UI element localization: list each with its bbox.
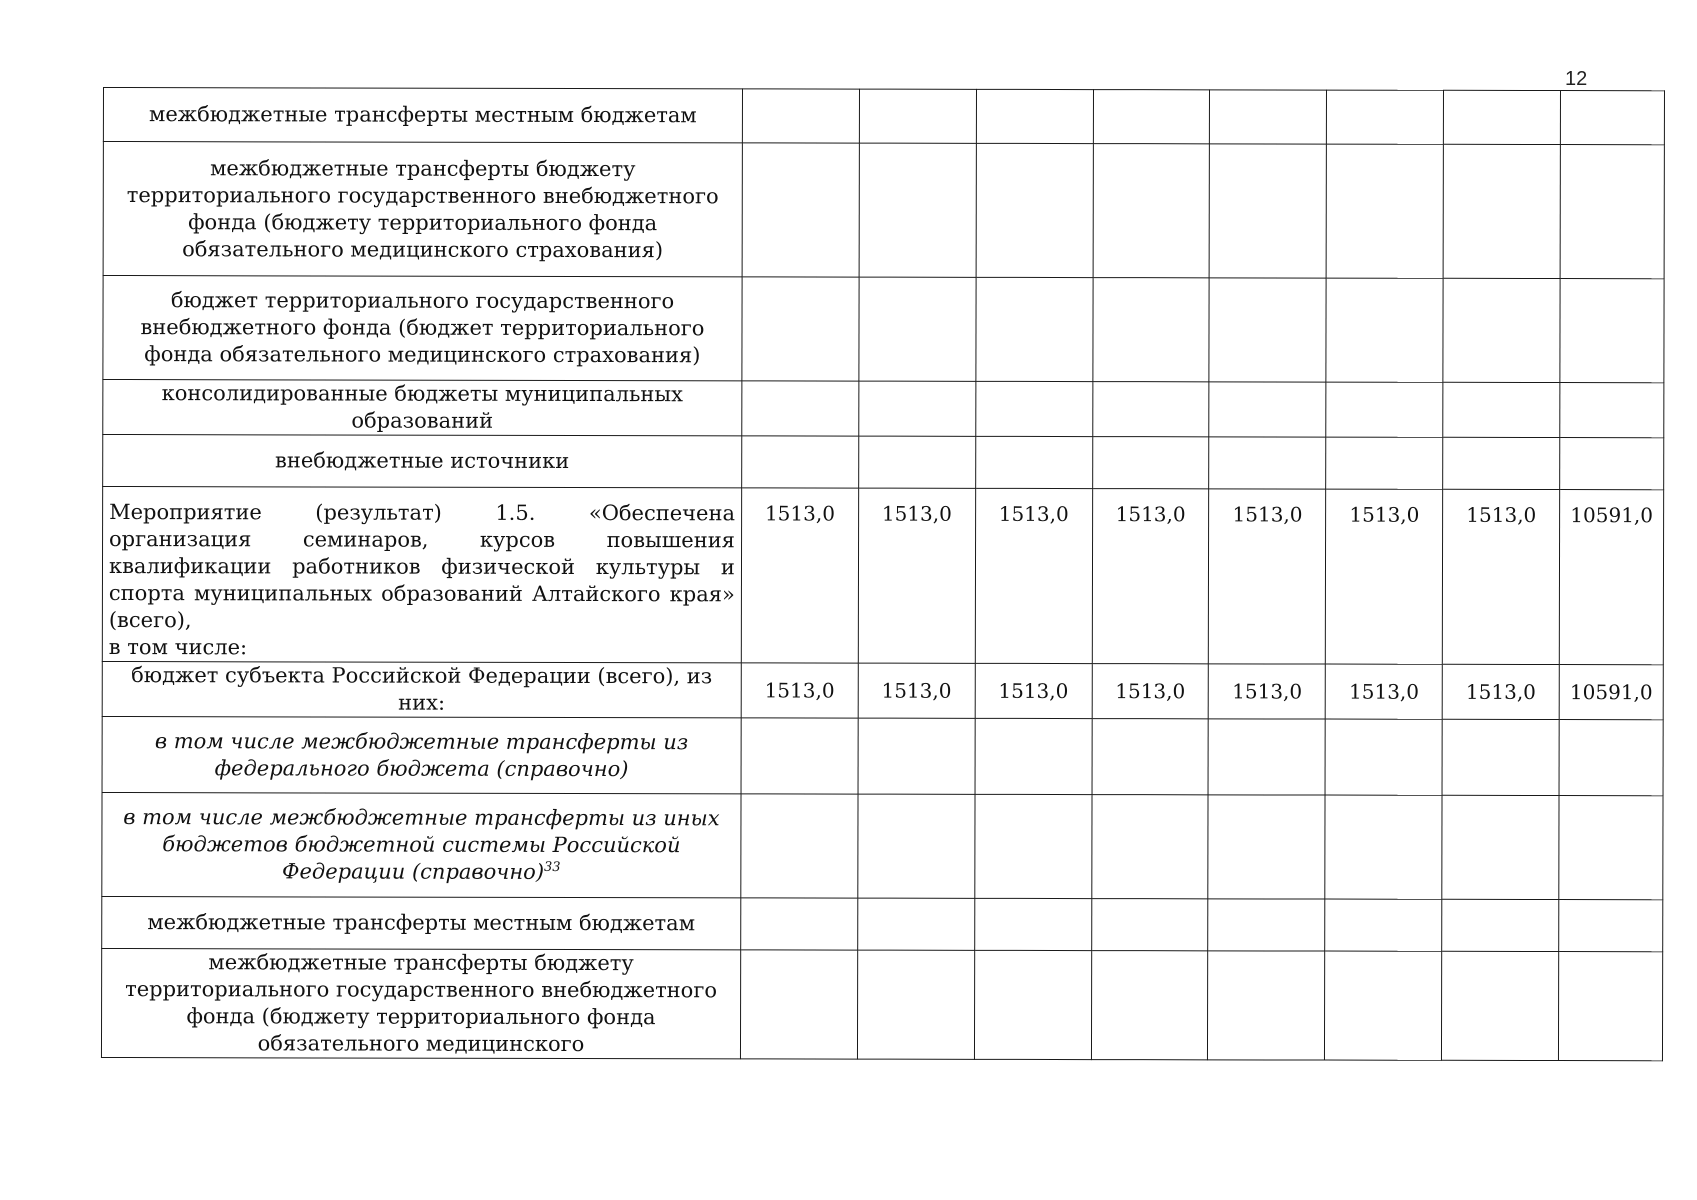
value-cell <box>741 898 858 950</box>
value-cell <box>741 794 858 898</box>
value-cell <box>858 436 975 488</box>
row-label <box>102 661 741 717</box>
value-cell <box>1442 719 1559 795</box>
table-row <box>102 661 1663 719</box>
value-cell <box>974 898 1091 950</box>
value-cell <box>1092 278 1209 382</box>
value-cell <box>1208 719 1325 795</box>
row-label <box>102 487 741 663</box>
value-cell <box>1442 795 1559 899</box>
value-cell: 1513,0 <box>1326 664 1443 719</box>
value-cell <box>976 277 1093 381</box>
value-cell <box>1325 795 1442 899</box>
value-cell <box>1091 795 1208 899</box>
row-label-text: бюджет территориального государственного внебюджетного фонда (бюджет территориального фонда обязательного медицинского страхования) <box>140 288 705 368</box>
table-row <box>103 435 1664 490</box>
total-cell <box>1559 796 1663 900</box>
total-cell <box>1559 952 1663 1061</box>
value-cell: 1513,0 <box>858 488 975 663</box>
value-cell <box>1209 278 1326 382</box>
value-cell <box>976 143 1093 277</box>
row-label <box>103 435 742 488</box>
value-cell <box>1092 382 1209 437</box>
value-cell <box>975 718 1092 794</box>
value-cell: 1513,0 <box>1442 664 1559 719</box>
value-cell: 1513,0 <box>741 663 858 718</box>
value-cell <box>1091 899 1208 951</box>
value-cell: 1513,0 <box>1092 664 1209 719</box>
value-cell <box>742 277 859 381</box>
row-label-text: внебюджетные источники <box>274 448 570 473</box>
value-cell <box>1208 951 1325 1060</box>
row-label-text: межбюджетные трансферты бюджету территориального государственного внебюджетного фонда (бюджету территориального фонда обязательного медицинского <box>125 950 718 1057</box>
value-cell <box>1443 144 1560 278</box>
value-cell <box>1092 719 1209 795</box>
value-cell <box>975 436 1092 488</box>
table-row <box>102 487 1663 665</box>
budget-table <box>101 87 1665 1061</box>
total-cell <box>1560 383 1664 438</box>
value-cell <box>857 898 974 950</box>
value-cell <box>742 381 859 436</box>
value-cell <box>1326 144 1443 278</box>
value-cell <box>858 718 975 794</box>
value-cell <box>857 950 974 1059</box>
value-cell: 1513,0 <box>741 488 858 663</box>
value-cell: 1513,0 <box>1443 489 1560 664</box>
total-cell <box>1560 145 1664 279</box>
value-cell: 1513,0 <box>858 663 975 718</box>
value-cell <box>1442 899 1559 951</box>
value-cell <box>1326 278 1443 382</box>
value-cell <box>1209 437 1326 489</box>
table-row <box>102 716 1663 795</box>
value-cell <box>974 794 1091 898</box>
total-cell: 10591,0 <box>1559 665 1663 720</box>
row-label-text: бюджет субъекта Российской Федерации (всего), из них: <box>131 663 713 715</box>
row-label-text: в том числе межбюджетные трансферты из иных бюджетов бюджетной системы Российской Федерации (справочно) <box>123 805 720 884</box>
table-row <box>103 142 1664 279</box>
value-cell <box>1326 382 1443 437</box>
value-cell <box>1210 90 1327 144</box>
value-cell: 1513,0 <box>975 663 1092 718</box>
table-row <box>103 88 1664 145</box>
row-label <box>103 88 742 143</box>
value-cell <box>1091 951 1208 1060</box>
value-cell <box>1092 437 1209 489</box>
value-cell <box>1208 899 1325 951</box>
row-label <box>103 276 742 381</box>
value-cell: 1513,0 <box>1209 489 1326 664</box>
row-label <box>103 142 742 277</box>
table-row <box>103 380 1664 438</box>
total-cell <box>1561 91 1665 145</box>
table-row <box>103 276 1664 383</box>
value-cell <box>1442 951 1559 1060</box>
value-cell <box>742 143 859 277</box>
value-cell: 1513,0 <box>975 488 1092 663</box>
table-row <box>102 896 1663 951</box>
row-label <box>102 792 741 897</box>
value-cell <box>976 89 1093 143</box>
row-label-text: консолидированные бюджеты муниципальных образований <box>161 381 683 433</box>
table-row <box>101 948 1662 1060</box>
value-cell <box>975 381 1092 436</box>
value-cell <box>741 718 858 794</box>
value-cell <box>1209 382 1326 437</box>
value-cell <box>1326 437 1443 489</box>
row-label-text: Мероприятие (результат) 1.5. «Обеспечена организация семинаров, курсов повышения квалификации работников физической культуры и спорта муниципальных образований Алтайского края» (всего), <box>108 500 736 633</box>
value-cell <box>1208 795 1325 899</box>
value-cell <box>1210 144 1327 278</box>
value-cell <box>859 381 976 436</box>
value-cell <box>1325 899 1442 951</box>
value-cell <box>859 277 976 381</box>
value-cell <box>974 950 1091 1059</box>
total-cell <box>1559 900 1663 952</box>
row-label-text: межбюджетные трансферты местным бюджетам <box>149 102 697 128</box>
value-cell <box>1093 90 1210 144</box>
value-cell <box>742 89 859 143</box>
value-cell <box>1444 90 1561 144</box>
row-label <box>102 896 741 949</box>
total-cell <box>1560 438 1664 490</box>
row-label-text: межбюджетные трансферты бюджету территориального государственного внебюджетного фонда (бюджету территориального фонда обязательного медицинского страхования) <box>126 155 719 262</box>
value-cell <box>1443 278 1560 382</box>
value-cell <box>1327 90 1444 144</box>
value-cell <box>858 794 975 898</box>
total-cell <box>1559 720 1663 796</box>
value-cell <box>1325 951 1442 1060</box>
value-cell <box>1443 437 1560 489</box>
value-cell: 1513,0 <box>1092 489 1209 664</box>
value-cell <box>740 950 857 1059</box>
row-label-text: межбюджетные трансферты местным бюджетам <box>147 910 696 936</box>
value-cell <box>1443 382 1560 437</box>
value-cell <box>1325 719 1442 795</box>
budget-table-body <box>101 88 1664 1061</box>
value-cell <box>1093 144 1210 278</box>
value-cell <box>859 89 976 143</box>
footnote-marker: 33 <box>544 859 561 875</box>
table-row <box>102 792 1663 899</box>
page-number: 12 <box>1565 68 1588 90</box>
row-label <box>101 948 740 1058</box>
value-cell <box>742 436 859 488</box>
row-label <box>102 716 741 793</box>
total-cell <box>1560 279 1664 383</box>
value-cell: 1513,0 <box>1326 489 1443 664</box>
row-label-text: в том числе межбюджетные трансферты из федерального бюджета (справочно) <box>154 728 689 781</box>
value-cell: 1513,0 <box>1209 664 1326 719</box>
total-cell: 10591,0 <box>1559 490 1663 665</box>
value-cell <box>859 143 976 277</box>
row-label <box>103 380 742 436</box>
row-label-subtext: в том числе: <box>108 635 248 660</box>
